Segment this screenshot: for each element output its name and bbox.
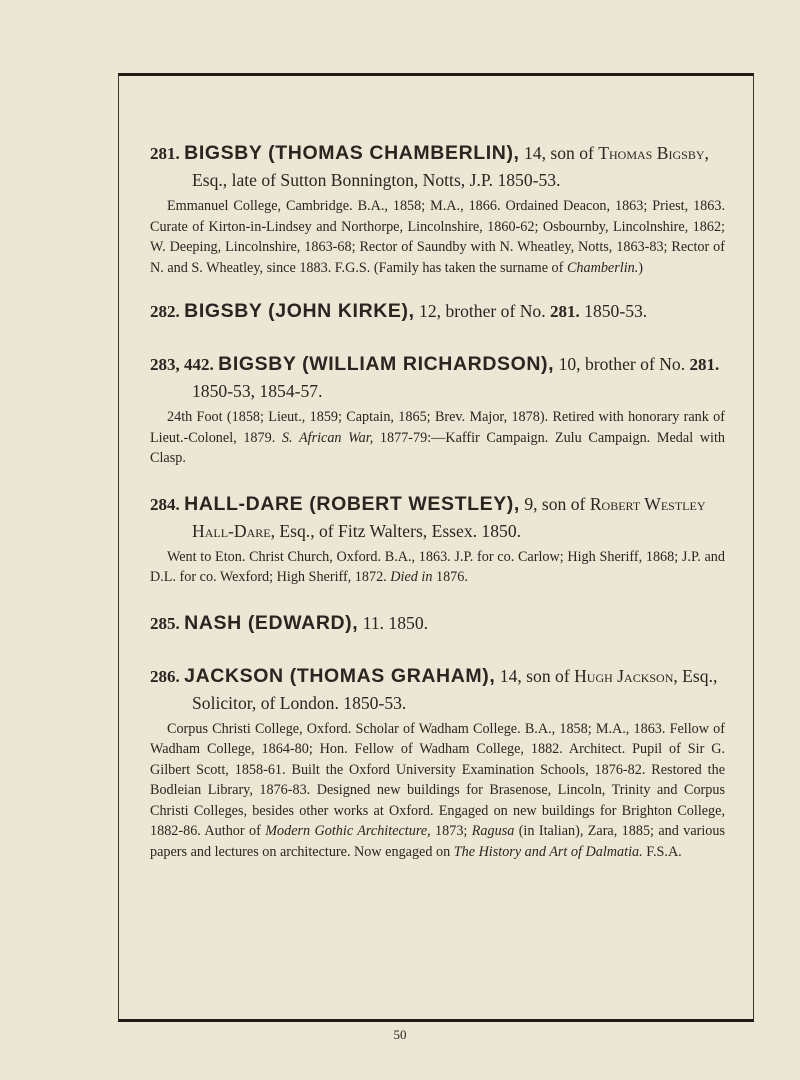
italic-text: S. African War, bbox=[281, 429, 374, 446]
italic-text: Ragusa bbox=[471, 823, 515, 839]
entry-heading: 285. NASH (EDWARD), 11. 1850. bbox=[150, 611, 429, 634]
italic-text: Died in bbox=[390, 569, 433, 585]
entry-name: HALL-DARE (ROBERT WESTLEY), bbox=[184, 492, 520, 515]
entry-name: BIGSBY (JOHN KIRKE), bbox=[184, 300, 415, 322]
entry-284 bbox=[150, 491, 725, 588]
entry-285 bbox=[150, 610, 725, 637]
entry-number: 283, 442. bbox=[150, 355, 214, 374]
parent-name: Thomas Bigsby bbox=[598, 143, 705, 163]
entry-number: 281. bbox=[150, 144, 180, 163]
register-entries bbox=[150, 140, 725, 862]
entry-detail: Corpus Christi College, Oxford. Scholar of Wadham College. B.A., 1858; M.A., 1863. Fellow of Wadham College, 1864-80; Hon. Fellow of Wadham College, 1882. Architect. Pupil of Sir G. Gilbert Scott, 1858-61. Built the Oxford University Examination Schools, 1876-82. Restored the Bodleian Library, 1876-83. Designed new buildings for Brasenose, Lincoln, Trinity and Corpus Christi Colleges, besides other works at Oxford. Engaged on new buildings for Brighton College, 1882-86. Author of Modern Gothic Architecture, 1873; Ragusa (in Italian), Zara, 1885; and various papers and lectures on architecture. Now engaged on The History and Art of Dalmatia. F.S.A. bbox=[150, 720, 725, 860]
entry-detail: 24th Foot (1858; Lieut., 1859; Captain, 1865; Brev. Major, 1878). Retired with honorary rank of Lieut.-Colonel, 1879. S. African War, 1877-79:—Kaffir Campaign. Zulu Campaign. Medal with Clasp. bbox=[150, 409, 726, 466]
entry-number: 286. bbox=[150, 666, 180, 686]
entry-heading: 283, 442. BIGSBY (WILLIAM RICHARDSON), 10, brother of No. 281. 1850-53, 1854-57. bbox=[150, 353, 720, 401]
entry-heading bbox=[150, 140, 725, 194]
entry-number: 282. bbox=[150, 302, 180, 321]
entry-detail: Emmanuel College, Cambridge. B.A., 1858; M.A., 1866. Ordained Deacon, 1863; Priest, 1863. Curate of Kirton-in-Lindsey and Northorpe, Lincolnshire, 1860-62; Osbournby, Lincolnshire, 1862; W. Deeping, Lincolnshire, 1863-68; Rector of Saundby with N. Wheatley, Notts, 1863-83; Rector of N. and S. Wheatley, since 1883. F.G.S. (Family has taken the surname of Chamberlin.) bbox=[150, 198, 725, 276]
entry-name: JACKSON (THOMAS GRAHAM), bbox=[184, 664, 496, 687]
entry-name: BIGSBY (WILLIAM RICHARDSON), bbox=[218, 353, 555, 375]
entry-281 bbox=[150, 140, 725, 278]
entry-heading: 282. BIGSBY (JOHN KIRKE), 12, brother of No. 281. 1850-53. bbox=[150, 300, 648, 322]
entry-heading: 284. HALL-DARE (ROBERT WESTLEY), 9, son of Robert Westley Hall-Dare, Esq., of Fitz Walters, Essex. 1850. bbox=[150, 492, 706, 541]
parent-name: Robert Westley Hall-Dare bbox=[192, 493, 706, 541]
entry-number: 285. bbox=[150, 613, 180, 633]
italic-text: The History and Art of Dalmatia. bbox=[453, 843, 643, 860]
entry-detail: Went to Eton. Christ Church, Oxford. B.A., 1863. J.P. for co. Carlow; High Sheriff, 1868; J.P. and D.L. for co. Wexford; High Sheriff, 1872. Died in 1876. bbox=[150, 548, 725, 585]
entry-name: BIGSBY (THOMAS CHAMBERLIN), bbox=[184, 142, 520, 164]
entry-number: 284. bbox=[150, 494, 180, 514]
entry-head-text: , Esq., late of Sutton Bonnington, Notts, J.P. 1850-53. bbox=[192, 143, 709, 190]
entry-286 bbox=[150, 663, 725, 863]
entry-282 bbox=[150, 298, 725, 325]
entry-283 bbox=[150, 351, 725, 469]
entry-name: NASH (EDWARD), bbox=[184, 611, 359, 634]
italic-text: Modern Gothic Architecture, bbox=[265, 823, 431, 839]
page-number: 50 bbox=[393, 1027, 407, 1042]
italic-text: Chamberlin. bbox=[566, 259, 639, 276]
entry-heading: 286. JACKSON (THOMAS GRAHAM), 14, son of Hugh Jackson, Esq., Solicitor, of London. 1850-53. bbox=[150, 664, 718, 713]
parent-name: Hugh Jackson bbox=[574, 665, 674, 686]
cross-reference: 281. bbox=[550, 302, 580, 321]
entry-head-text: 14, son of bbox=[519, 143, 599, 163]
cross-reference: 281. bbox=[689, 355, 720, 374]
